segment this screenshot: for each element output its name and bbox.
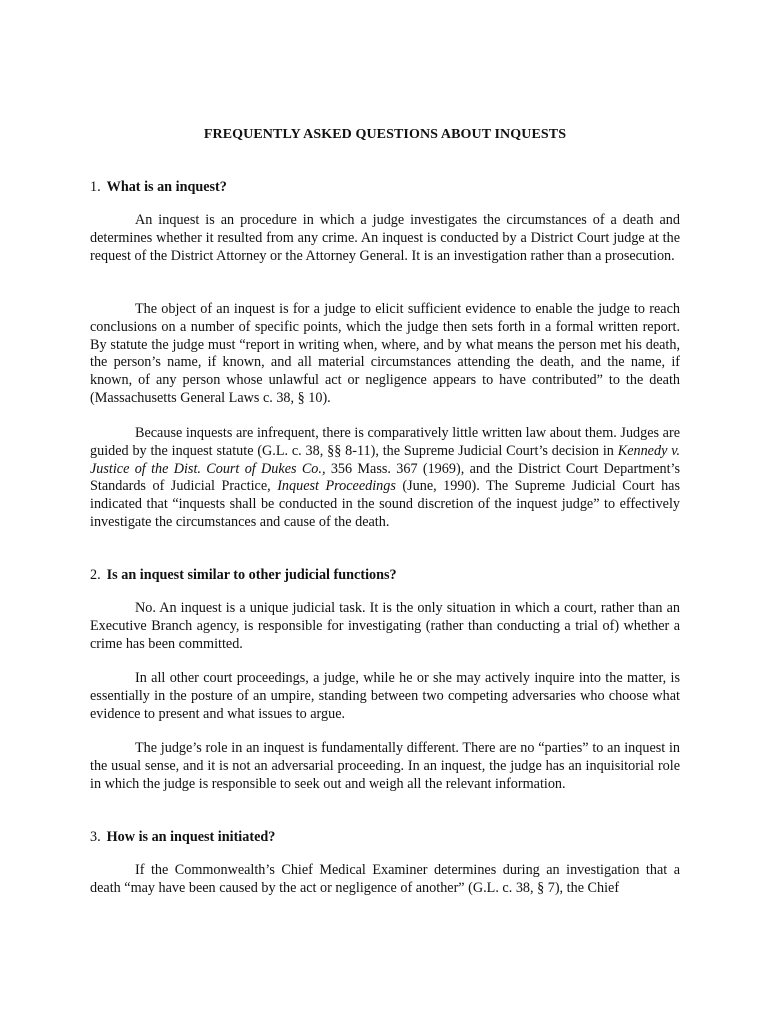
page-title: FREQUENTLY ASKED QUESTIONS ABOUT INQUESTS xyxy=(203,127,567,142)
question-heading-1 xyxy=(90,178,680,196)
paragraph: If the Commonwealth’s Chief Medical Examiner determines during an investigation that a death “may have been caused by the act or negligence of another” (G.L. c. 38, § 7), the Chief xyxy=(90,862,680,896)
question-number: 2. xyxy=(90,567,101,583)
paragraph-text: Because inquests are infrequent, there is comparatively little written law about them. Judges are guided by the inquest statute (G.L. c. 38, §§ 8-11), the Supreme Judicial Court’s decision in xyxy=(90,425,680,459)
paragraph: The judge’s role in an inquest is fundamentally different. There are no “parties” to an inquest in the usual sense, and it is not an adversarial proceeding. In an inquest, the judge has an inquisitorial role in which the judge is responsible to seek out and weigh all the relevant information. xyxy=(90,740,680,792)
paragraph xyxy=(90,425,680,532)
question-number: 3. xyxy=(90,829,101,845)
publication-title: Inquest Proceedings xyxy=(277,478,396,495)
question-text: What is an inquest? xyxy=(106,179,227,195)
question-text: Is an inquest similar to other judicial functions? xyxy=(106,567,397,583)
paragraph-text: (June, 1990). The Supreme Judicial Court has indicated that “inquests shall be conducted in the sound discretion of the inquest judge” to effectively investigate the circumstances and cause of the death. xyxy=(90,478,680,530)
document-page xyxy=(90,0,680,1024)
paragraph: The object of an inquest is for a judge to elicit sufficient evidence to enable the judge to reach conclusions on a number of specific points, which the judge then sets forth in a formal written report. By statute the judge must “report in writing when, where, and by what means the person met his death, the person’s name, if known, and all material circumstances attending the death, and the name, if known, of any person whose unlawful act or negligence appears to have contributed” to the death (Massachusetts General Laws c. 38, § 10). xyxy=(90,301,680,406)
case-citation: Kennedy v. Justice of the Dist. Court of Dukes Co., xyxy=(90,442,680,477)
question-number: 1. xyxy=(90,179,101,195)
question-text: How is an inquest initiated? xyxy=(106,829,276,845)
question-heading-2 xyxy=(90,566,680,584)
paragraph: No. An inquest is a unique judicial task. It is the only situation in which a court, rather than an Executive Branch agency, is responsible for investigating (rather than conducting a trial of) whether a crime has been committed. xyxy=(90,600,680,652)
paragraph: In all other court proceedings, a judge, while he or she may actively inquire into the matter, is essentially in the posture of an umpire, standing between two competing adversaries who choose what evidence to present and what issues to argue. xyxy=(90,670,680,722)
question-heading-3 xyxy=(90,828,680,846)
paragraph: An inquest is an procedure in which a judge investigates the circumstances of a death and determines whether it resulted from any crime. An inquest is conducted by a District Court judge at the request of the District Attorney or the Attorney General. It is an investigation rather than a prosecution. xyxy=(90,212,680,264)
paragraph-text: 356 Mass. 367 (1969), and the District Court Department’s Standards of Judicial Practice, xyxy=(90,460,680,495)
